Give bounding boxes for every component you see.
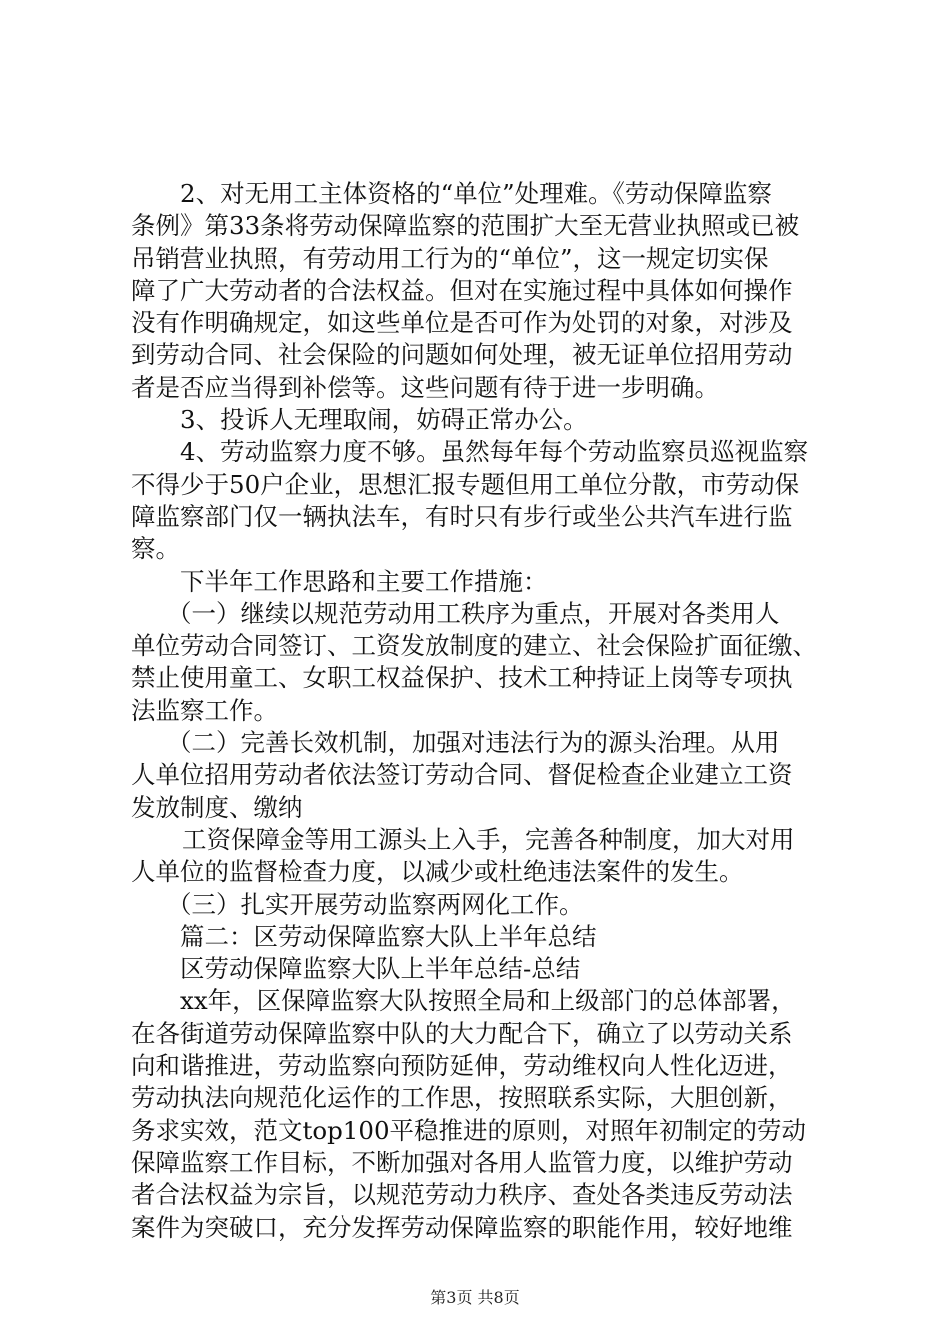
text-line: 障了广大劳动者的合法权益。但对在实施过程中具体如何操作 (131, 275, 793, 305)
text-line: 单位劳动合同签订、工资发放制度的建立、社会保险扩面征缴、 (131, 631, 817, 661)
text-line: 3、投诉人无理取闹，妨碍正常办公。 (180, 405, 588, 435)
text-line: 人单位招用劳动者依法签订劳动合同、督促检查企业建立工资 (131, 760, 793, 790)
text-line: 区劳动保障监察大队上半年总结-总结 (180, 954, 581, 984)
document-body (131, 178, 831, 1244)
text-line: 禁止使用童工、女职工权益保护、技术工种持证上岗等专项执 (131, 663, 793, 693)
text-line: 到劳动合同、社会保险的问题如何处理，被无证单位招用劳动 (131, 340, 793, 370)
text-line: 发放制度、缴纳 (131, 792, 303, 822)
text-line: xx年，区保障监察大队按照全局和上级部门的总体部署， (180, 986, 796, 1016)
text-line: 2、对无用工主体资格的“单位”处理难。《劳动保障监察 (180, 179, 772, 208)
text-line: 4、劳动监察力度不够。虽然每年每个劳动监察员巡视监察 (180, 437, 809, 467)
text-line: 者合法权益为宗旨，以规范劳动力秩序、查处各类违反劳动法 (131, 1180, 793, 1210)
text-line: （二）完善长效机制，加强对违法行为的源头治理。从用 (167, 728, 780, 758)
text-line: 者是否应当得到补偿等。这些问题有待于进一步明确。 (131, 372, 719, 402)
text-line: 条例》第33条将劳动保障监察的范围扩大至无营业执照或已被 (131, 211, 800, 241)
text-line: 法监察工作。 (131, 695, 278, 725)
text-line: 下半年工作思路和主要工作措施： (180, 566, 548, 596)
text-line: 案件为突破口，充分发挥劳动保障监察的职能作用，较好地维 (131, 1212, 793, 1242)
text-line: 劳动执法向规范化运作的工作思，按照联系实际，大胆创新， (131, 1083, 793, 1113)
text-line: 保障监察工作目标，不断加强对各用人监管力度，以维护劳动 (131, 1147, 793, 1177)
text-line: 障监察部门仅一辆执法车，有时只有步行或坐公共汽车进行监 (131, 501, 793, 531)
text-line: 察。 (131, 534, 180, 564)
text-line: 工资保障金等用工源头上入手，完善各种制度，加大对用 (182, 824, 795, 854)
text-line: 在各街道劳动保障监察中队的大力配合下，确立了以劳动关系 (131, 1018, 793, 1048)
text-line: 篇二：区劳动保障监察大队上半年总结 (180, 921, 597, 951)
text-line: 不得少于50户企业，思想汇报专题但用工单位分散，市劳动保 (131, 469, 800, 499)
text-line: 向和谐推进，劳动监察向预防延伸，劳动维权向人性化迈进， (131, 1051, 793, 1081)
text-line: （三）扎实开展劳动监察两网化工作。 (167, 889, 584, 919)
text-line: 务求实效，范文top100平稳推进的原则，对照年初制定的劳动 (131, 1115, 807, 1145)
text-line: 人单位的监督检查力度，以减少或杜绝违法案件的发生。 (131, 857, 744, 887)
text-line: 没有作明确规定，如这些单位是否可作为处罚的对象，对涉及 (131, 308, 793, 338)
text-line: （一）继续以规范劳动用工秩序为重点，开展对各类用人 (167, 598, 780, 628)
text-line: 吊销营业执照，有劳动用工行为的“单位”，这一规定切实保 (131, 243, 769, 273)
page-footer: 第3页 共8页 (430, 1288, 520, 1307)
